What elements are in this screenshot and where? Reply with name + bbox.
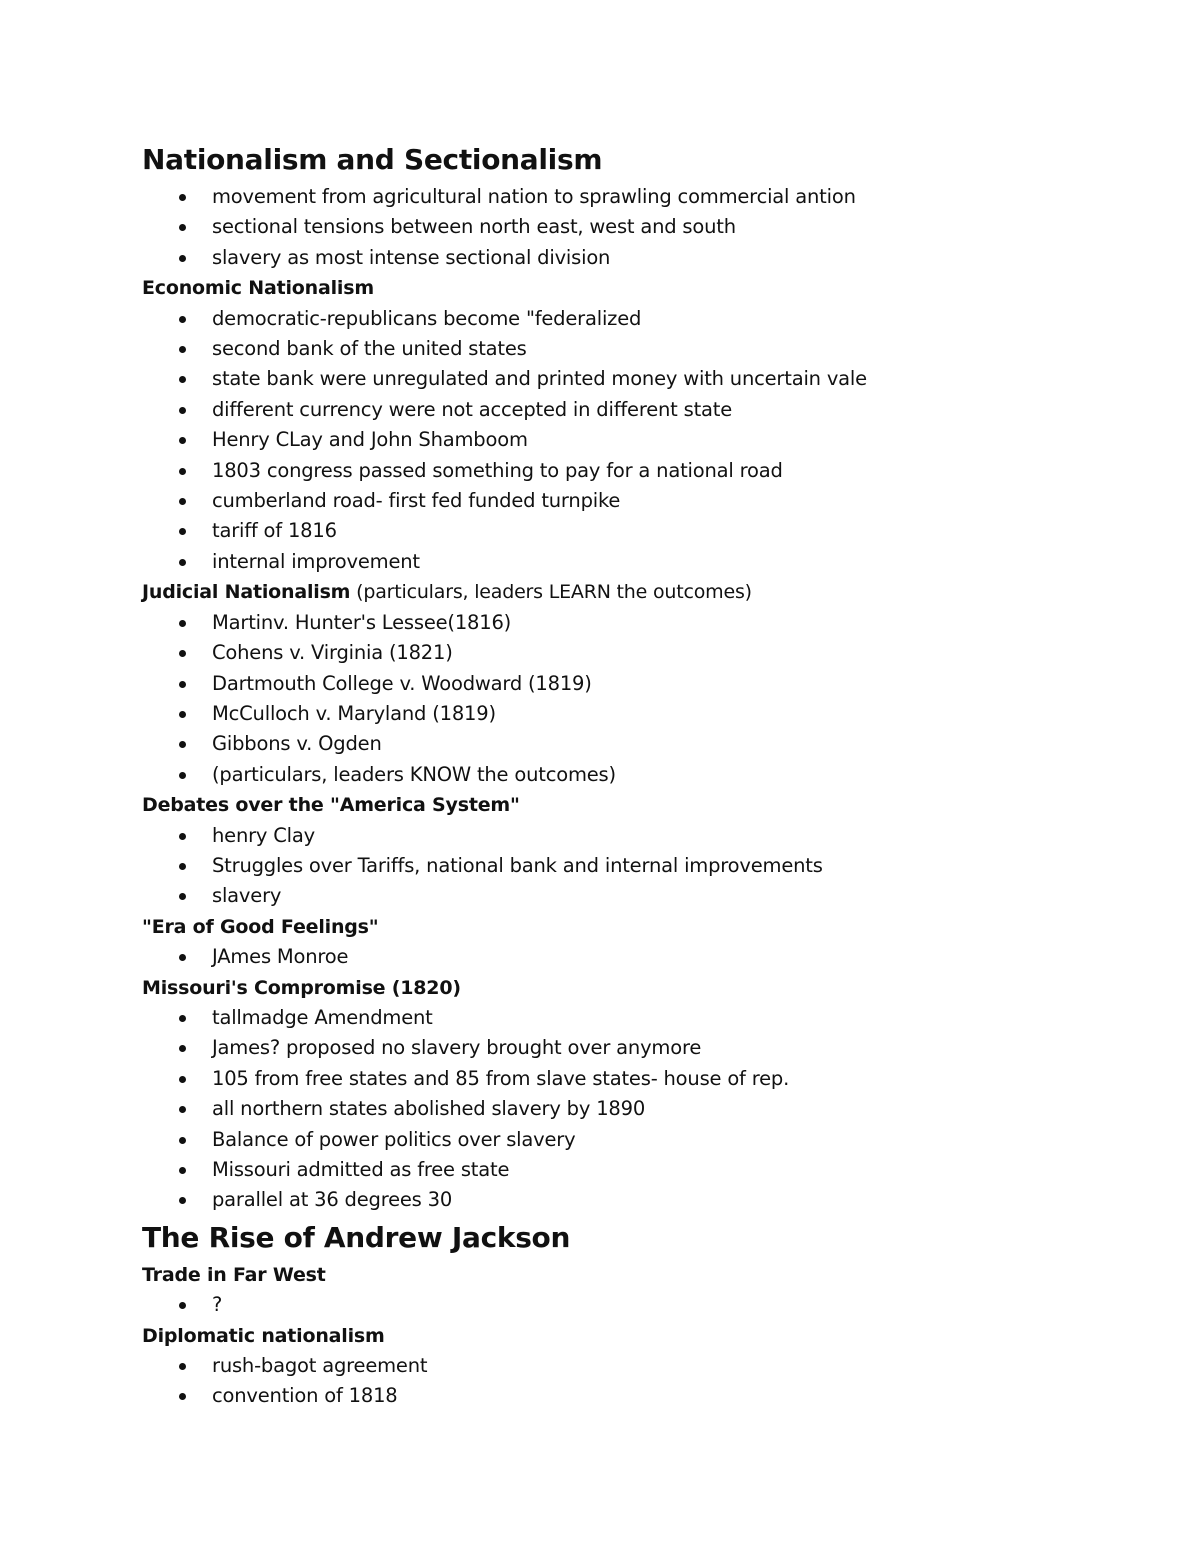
list-item	[142, 1381, 1142, 1411]
bullet-icon	[179, 741, 186, 748]
list-item-text: Balance of power politics over slavery	[212, 1127, 576, 1151]
list-item-text: slavery	[212, 884, 282, 908]
list-item-text: 1803 congress passed something to pay for a national road	[212, 458, 783, 482]
list-item	[142, 608, 1142, 638]
list-item	[142, 243, 1142, 273]
bullet-list	[142, 821, 1142, 912]
list-item-text: second bank of the united states	[212, 337, 527, 361]
list-item	[142, 760, 1142, 790]
list-item	[142, 1185, 1142, 1215]
list-item-text: James? proposed no slavery brought over anymore	[212, 1036, 702, 1060]
list-item-text: movement from agricultural nation to sprawling commercial antion	[212, 185, 856, 208]
list-item-text: Struggles over Tariffs, national bank and internal improvements	[212, 853, 823, 877]
list-item	[142, 425, 1142, 455]
bullet-icon	[179, 954, 186, 961]
bullet-icon	[179, 863, 186, 870]
document-page	[142, 138, 1142, 1412]
list-item	[142, 212, 1142, 242]
section-heading: Missouri's Compromise (1820)	[142, 976, 461, 999]
list-item-text: McCulloch v. Maryland (1819)	[212, 701, 496, 725]
list-item-text: 105 from free states and 85 from slave states- house of rep.	[212, 1066, 790, 1090]
list-item-text: Dartmouth College v. Woodward (1819)	[212, 671, 592, 695]
bullet-icon	[179, 1137, 186, 1144]
list-item	[142, 669, 1142, 699]
bullet-icon	[179, 1302, 186, 1309]
list-item	[142, 699, 1142, 729]
bullet-icon	[179, 255, 186, 262]
list-item	[142, 304, 1142, 334]
bullet-icon	[179, 772, 186, 779]
section-heading	[142, 577, 1142, 607]
list-item	[142, 486, 1142, 516]
section-heading: Debates over the "America System"	[142, 794, 520, 817]
list-item-text: ?	[212, 1293, 223, 1317]
bullet-list	[142, 304, 1142, 578]
bullet-icon	[179, 1076, 186, 1083]
list-item-text: sectional tensions between north east, west and south	[212, 215, 736, 239]
list-item-text: tallmadge Amendment	[212, 1005, 433, 1029]
list-item	[142, 1064, 1142, 1094]
bullet-icon	[179, 833, 186, 840]
section-heading: "Era of Good Feelings"	[142, 915, 379, 938]
list-item	[142, 1003, 1142, 1033]
list-item-text: convention of 1818	[212, 1384, 398, 1408]
list-item-text: henry Clay	[212, 823, 315, 847]
bullet-list	[142, 942, 1142, 972]
list-item-text: internal improvement	[212, 549, 420, 573]
bullet-list	[142, 182, 1142, 273]
chapter-title: The Rise of Andrew Jackson	[142, 1220, 571, 1254]
section-heading: Trade in Far West	[142, 1263, 326, 1286]
bullet-icon	[179, 376, 186, 383]
page-title: Nationalism and Sectionalism	[142, 143, 603, 176]
section-heading-note: (particulars, leaders LEARN the outcomes)	[350, 581, 752, 604]
list-item-text: rush-bagot agreement	[212, 1354, 428, 1378]
bullet-icon	[179, 316, 186, 323]
list-item-text: different currency were not accepted in different state	[212, 397, 733, 421]
list-item	[142, 395, 1142, 425]
bullet-icon	[179, 1393, 186, 1400]
list-item	[142, 1125, 1142, 1155]
bullet-icon	[179, 681, 186, 688]
list-item-text: slavery as most intense sectional division	[212, 245, 611, 269]
bullet-icon	[179, 711, 186, 718]
list-item-text: state bank were unregulated and printed money with uncertain vale	[212, 367, 867, 391]
list-item	[142, 851, 1142, 881]
bullet-list	[142, 1290, 1142, 1320]
bullet-icon	[179, 893, 186, 900]
bullet-icon	[179, 224, 186, 231]
section-heading: Economic Nationalism	[142, 277, 374, 300]
section-heading: Diplomatic nationalism	[142, 1324, 385, 1347]
section-heading-title: Judicial Nationalism	[142, 581, 351, 604]
bullet-icon	[179, 528, 186, 535]
list-item-text: parallel at 36 degrees 30	[212, 1188, 453, 1212]
list-item	[142, 1094, 1142, 1124]
bullet-list	[142, 608, 1142, 790]
bullet-icon	[179, 346, 186, 353]
list-item	[142, 729, 1142, 759]
list-item	[142, 334, 1142, 364]
list-item-text: JAmes Monroe	[212, 945, 349, 969]
list-item	[142, 1033, 1142, 1063]
bullet-icon	[179, 620, 186, 627]
list-item	[142, 547, 1142, 577]
list-item-text: Cohens v. Virginia (1821)	[212, 641, 453, 665]
bullet-icon	[179, 468, 186, 475]
list-item	[142, 638, 1142, 668]
list-item	[142, 516, 1142, 546]
list-item-text: Missouri admitted as free state	[212, 1158, 510, 1181]
list-item	[142, 182, 1142, 212]
list-item-text: cumberland road- first fed funded turnpike	[212, 489, 621, 513]
bullet-icon	[179, 1167, 186, 1174]
list-item	[142, 942, 1142, 972]
bullet-icon	[179, 1363, 186, 1370]
bullet-icon	[179, 1045, 186, 1052]
list-item	[142, 881, 1142, 911]
bullet-icon	[179, 650, 186, 657]
list-item	[142, 821, 1142, 851]
bullet-icon	[179, 194, 186, 201]
list-item-text: democratic-republicans become "federalized	[212, 306, 642, 330]
bullet-icon	[179, 498, 186, 505]
bullet-icon	[179, 1015, 186, 1022]
list-item-text: (particulars, leaders KNOW the outcomes)	[212, 762, 616, 786]
list-item	[142, 1155, 1142, 1185]
bullet-icon	[179, 559, 186, 566]
bullet-icon	[179, 407, 186, 414]
list-item	[142, 364, 1142, 394]
bullet-icon	[179, 437, 186, 444]
list-item-text: all northern states abolished slavery by 1890	[212, 1097, 646, 1121]
list-item	[142, 1351, 1142, 1381]
list-item	[142, 456, 1142, 486]
bullet-list	[142, 1351, 1142, 1412]
list-item-text: Henry CLay and John Shamboom	[212, 428, 528, 452]
list-item-text: Gibbons v. Ogden	[212, 732, 382, 756]
bullet-icon	[179, 1197, 186, 1204]
bullet-icon	[179, 1106, 186, 1113]
bullet-list	[142, 1003, 1142, 1216]
list-item	[142, 1290, 1142, 1320]
list-item-text: Martinv. Hunter's Lessee(1816)	[212, 610, 512, 634]
list-item-text: tariff of 1816	[212, 519, 337, 543]
